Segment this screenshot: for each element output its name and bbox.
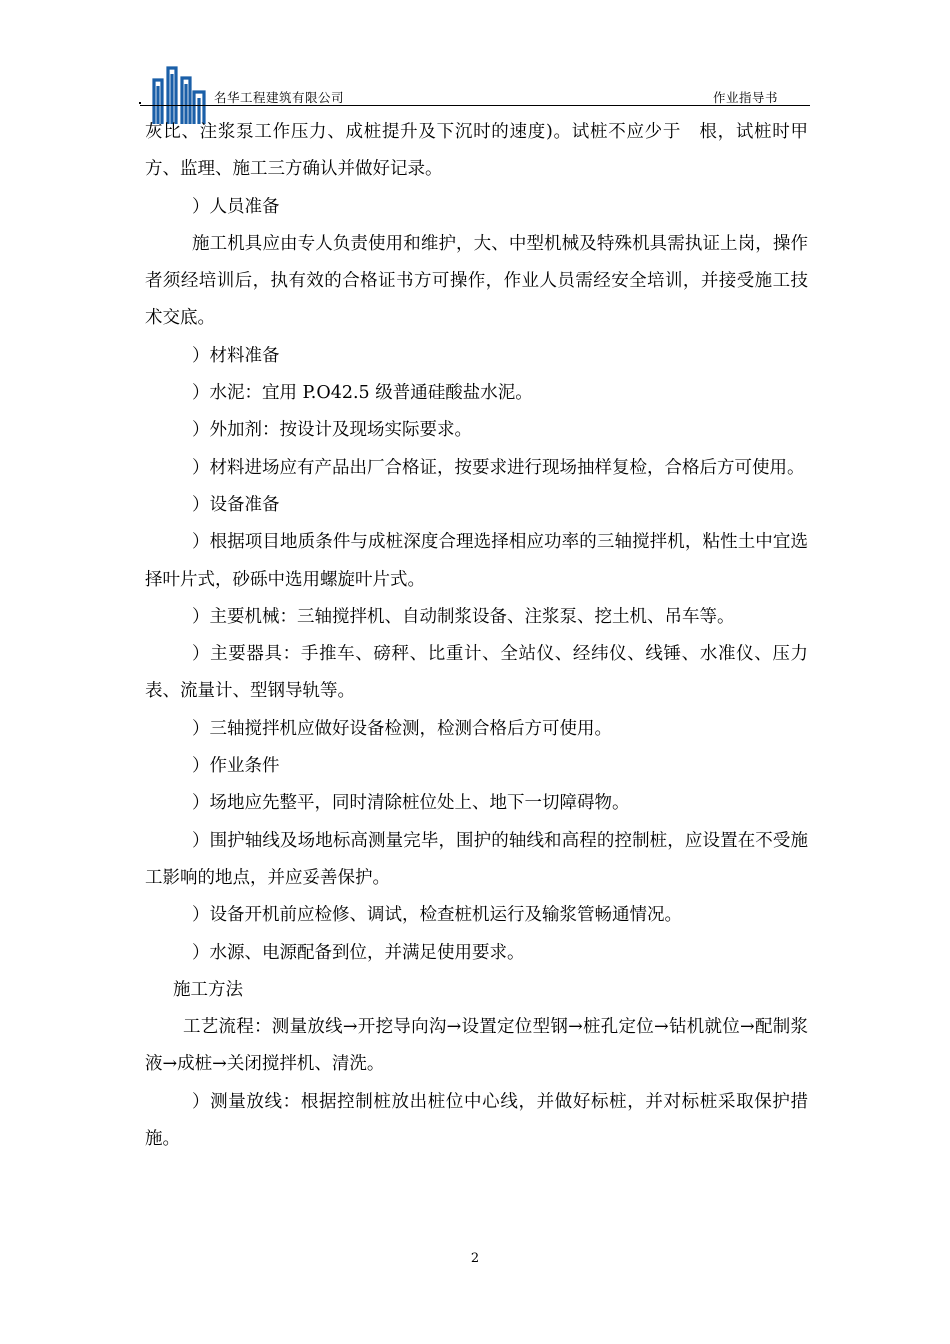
section-heading: 施工方法 [173, 979, 243, 1000]
list-item: ）外加剂：按设计及现场实际要求。 [192, 420, 472, 441]
list-item: ）水泥：宜用 P.O42.5 级普通硅酸盐水泥。 [192, 383, 533, 404]
list-item: ）场地应先整平，同时清除桩位处上、地下一切障碍物。 [192, 793, 630, 814]
list-item: ）主要器具：手推车、磅秤、比重计、全站仪、经纬仪、线锤、水准仪、压力表、流量计、型钢导轨等。 [145, 644, 808, 702]
page-number: 2 [470, 1251, 480, 1266]
page-header [140, 58, 810, 106]
paragraph: 灰比、注浆泵工作压力、成桩提升及下沉时的速度)。试桩不应少于 根，试桩时甲方、监理、施工三方确认并做好记录。 [145, 122, 808, 180]
list-item: ）主要机械：三轴搅拌机、自动制浆设备、注浆泵、挖土机、吊车等。 [192, 606, 735, 627]
paragraph: 工艺流程：测量放线→开挖导向沟→设置定位型钢→桩孔定位→钻机就位→配制浆液→成桩→关闭搅拌机、清洗。 [145, 1017, 808, 1075]
list-item: ）材料进场应有产品出厂合格证，按要求进行现场抽样复检，合格后方可使用。 [192, 457, 805, 478]
company-name: 名华工程建筑有限公司 [214, 90, 345, 105]
list-item: ）水源、电源配备到位，并满足使用要求。 [192, 942, 525, 963]
section-heading: ）人员准备 [192, 196, 280, 217]
list-item: ）测量放线：根据控制桩放出桩位中心线，并做好标桩，并对标桩采取保护措施。 [145, 1091, 808, 1150]
list-item: ）围护轴线及场地标高测量完毕，围护的轴线和高程的控制桩，应设置在不受施工影响的地点，并应妥善保护。 [145, 830, 808, 888]
document-type: 作业指导书 [712, 90, 778, 105]
section-heading: ）设备准备 [192, 494, 280, 515]
list-item: ）根据项目地质条件与成桩深度合理选择相应功率的三轴搅拌机，粘性土中宜选择叶片式，砂砾中选用螺旋叶片式。 [145, 532, 808, 590]
header-dot [139, 102, 141, 104]
header-rule [140, 105, 810, 106]
section-heading: ）材料准备 [192, 345, 280, 366]
paragraph: 施工机具应由专人负责使用和维护，大、中型机械及特殊机具需执证上岗，操作者须经培训后，执有效的合格证书方可操作，作业人员需经安全培训，并接受施工技术交底。 [145, 233, 808, 329]
section-heading: ）作业条件 [192, 756, 280, 777]
document-body [145, 114, 808, 1158]
list-item: ）设备开机前应检修、调试，检查桩机运行及输浆管畅通情况。 [192, 905, 682, 926]
list-item: ）三轴搅拌机应做好设备检测，检测合格后方可使用。 [192, 718, 612, 739]
